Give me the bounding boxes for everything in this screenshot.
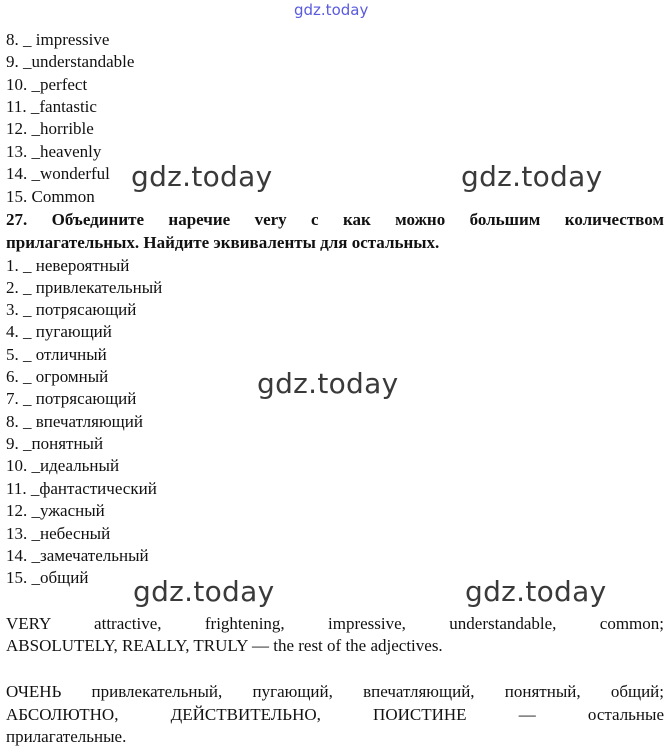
list-item: 5. _ отличный — [6, 345, 107, 364]
answer-en-line2: ABSOLUTELY, REALLY, TRULY — the rest of the adjectives. — [6, 636, 443, 655]
list-item: 8. _ впечатляющий — [6, 412, 143, 431]
list-item: 13. _heavenly — [6, 142, 102, 161]
answer-en-line1: VERY attractive, frightening, impressive, understandable, common; — [6, 614, 664, 633]
list-item: 1. _ невероятный — [6, 256, 130, 275]
watermark: gdz.today — [131, 160, 273, 193]
task-heading-line1: 27. Объедините наречие very с как можно большим количеством — [6, 210, 664, 229]
answer-ru-line1: ОЧЕНЬ привлекательный, пугающий, впечатляющий, понятный, общий; — [6, 682, 664, 701]
list-item: 9. _understandable — [6, 52, 135, 71]
watermark: gdz.today — [461, 160, 603, 193]
list-item: 12. _ужасный — [6, 501, 105, 520]
list-item: 10. _идеальный — [6, 456, 120, 475]
answer-ru-line2: АБСОЛЮТНО, ДЕЙСТВИТЕЛЬНО, ПОИСТИНЕ — остальные — [6, 705, 664, 724]
list-item: 4. _ пугающий — [6, 322, 112, 341]
list-item: 9. _понятный — [6, 434, 104, 453]
list-item: 15. Common — [6, 187, 95, 206]
list-item: 6. _ огромный — [6, 367, 109, 386]
watermark: gdz.today — [257, 367, 399, 400]
answer-ru-line3: прилагательные. — [6, 727, 127, 746]
list-item: 12. _horrible — [6, 119, 94, 138]
list-item: 15. _общий — [6, 568, 89, 587]
watermark-top: gdz.today — [294, 1, 369, 19]
list-item: 10. _perfect — [6, 75, 88, 94]
watermark: gdz.today — [465, 575, 607, 608]
list-item: 7. _ потрясающий — [6, 389, 137, 408]
task-heading-line2: прилагательных. Найдите эквиваленты для остальных. — [6, 233, 440, 252]
list-item: 14. _wonderful — [6, 164, 110, 183]
list-item: 3. _ потрясающий — [6, 300, 137, 319]
list-item: 2. _ привлекательный — [6, 278, 163, 297]
list-item: 11. _фантастический — [6, 479, 157, 498]
watermark: gdz.today — [133, 575, 275, 608]
list-item: 8. _ impressive — [6, 30, 110, 49]
list-item: 14. _замечательный — [6, 546, 149, 565]
list-item: 13. _небесный — [6, 524, 111, 543]
list-item: 11. _fantastic — [6, 97, 97, 116]
